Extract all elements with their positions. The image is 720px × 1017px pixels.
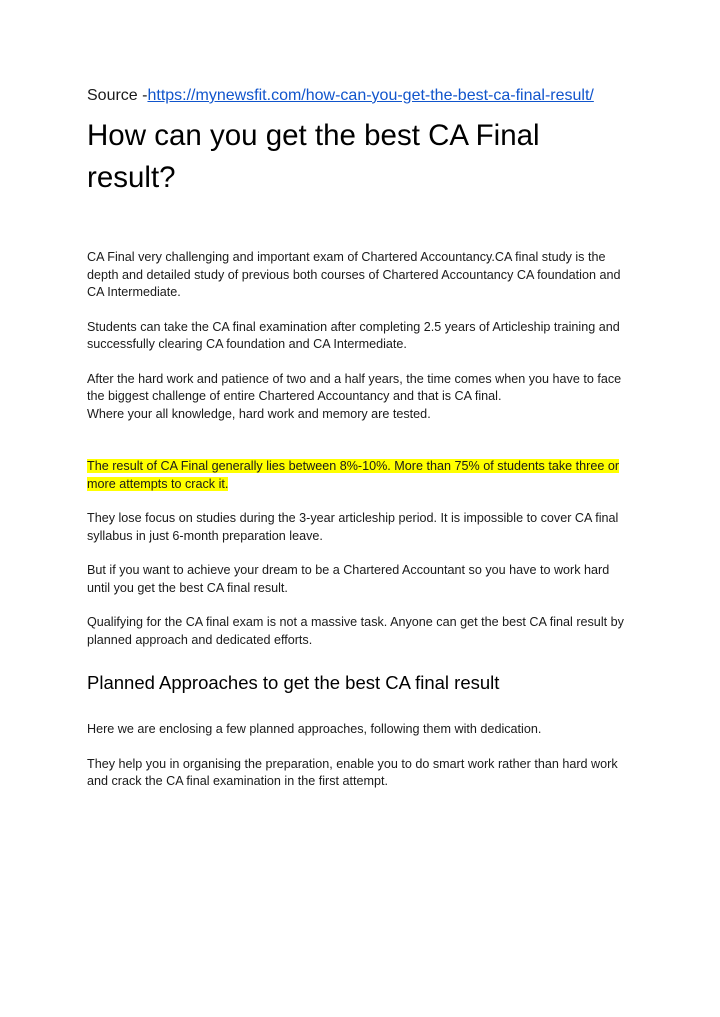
qualifying-paragraph: Qualifying for the CA final exam is not a massive task. Anyone can get the best CA final result by planned approach and dedicated efforts. [87, 615, 624, 647]
challenge-paragraph: After the hard work and patience of two and a half years, the time comes when you have to face the biggest challenge of entire Chartered Accountancy and that is CA final. [87, 371, 622, 403]
section-heading: Planned Approaches to get the best CA final result [87, 672, 500, 693]
benefits-paragraph: They help you in organising the preparation, enable you to do smart work rather than hard work and crack the CA final examination in the first attempt. [87, 756, 618, 788]
dream-paragraph: But if you want to achieve your dream to be a Chartered Accountant so you have to work hard until you get the best CA final result. [87, 563, 610, 595]
highlighted-text: The result of CA Final generally lies between 8%-10%. More than 75% of students take three or more attempts to crack it. [87, 459, 620, 491]
source-label: Source - [87, 87, 148, 104]
tested-paragraph: Where your all knowledge, hard work and memory are tested. [87, 406, 431, 421]
focus-paragraph: They lose focus on studies during the 3-year articleship period. It is impossible to cover CA final syllabus in just 6-month preparation leave. [87, 511, 619, 543]
result-highlight-paragraph [87, 458, 635, 493]
approaches-paragraph: Here we are enclosing a few planned approaches, following them with dedication. [87, 722, 542, 736]
source-link[interactable]: https://mynewsfit.com/how-can-you-get-the-best-ca-final-result/ [147, 87, 594, 104]
source-line [87, 86, 635, 106]
intro-paragraph: CA Final very challenging and important exam of Chartered Accountancy.CA final study is the depth and detailed study of previous both courses of Chartered Accountancy CA foundation and CA Intermediate. [87, 250, 621, 299]
document-page [87, 86, 635, 791]
page-title: How can you get the best CA Final result? [87, 119, 540, 194]
eligibility-paragraph: Students can take the CA final examination after completing 2.5 years of Articleship training and successfully clearing CA foundation and CA Intermediate. [87, 319, 620, 351]
